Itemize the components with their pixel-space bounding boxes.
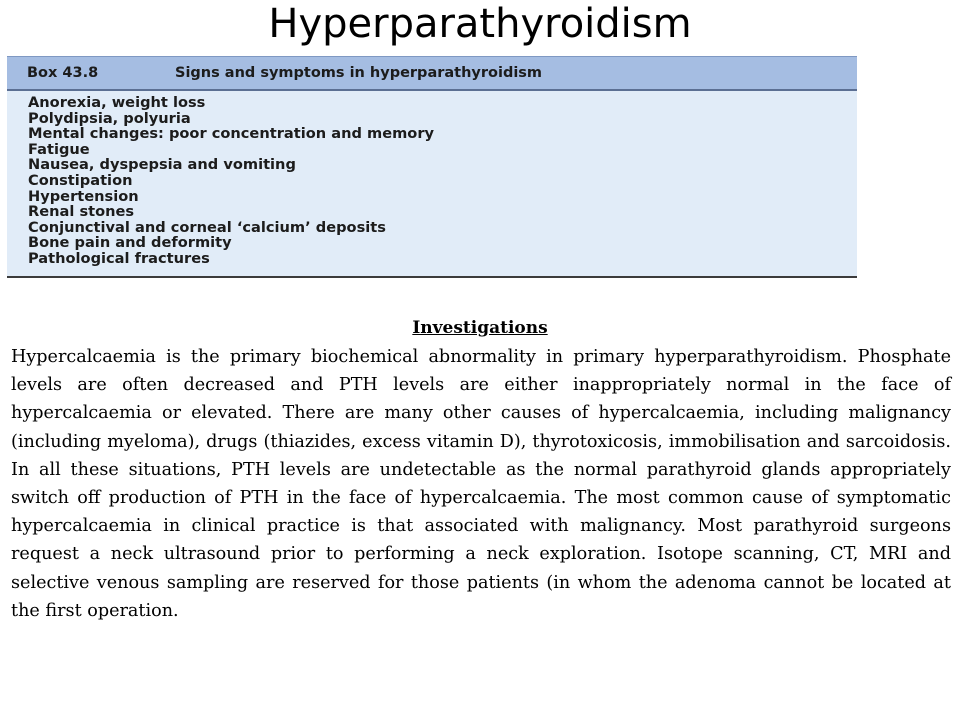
symptom-item: Hypertension (28, 187, 139, 205)
symptom-list (7, 91, 857, 267)
box-label: Box 43.8 (27, 65, 99, 81)
symptom-item: Polydipsia, polyuria (28, 109, 191, 127)
symptom-item: Conjunctival and corneal ‘calcium’ deposits (28, 218, 386, 236)
signs-symptoms-box (7, 56, 857, 278)
symptom-item: Nausea, dyspepsia and vomiting (28, 156, 296, 174)
symptom-item: Mental changes: poor concentration and memory (28, 125, 435, 143)
box-heading: Signs and symptoms in hyperparathyroidism (175, 65, 543, 81)
symptom-item: Renal stones (28, 203, 135, 221)
symptom-item: Anorexia, weight loss (28, 94, 206, 111)
investigations-heading: Investigations (412, 318, 548, 338)
box-header (7, 56, 857, 91)
slide-title: Hyperparathyroidism (268, 1, 692, 47)
investigations-paragraph: Hypercalcaemia is the primary biochemical abnormality in primary hyperparathyroidism. Phosphate levels are often decreased and PTH levels are either inappropriately normal in the face of hypercalcaemia or elevated. There are many other causes of hypercalcaemia, including malignancy (including myeloma), drugs (thiazides, excess vitamin D), thyrotoxicosis, immobilisation and sarcoidosis. In all these situations, PTH levels are undetectable as the normal parathyroid glands appropriately switch off production of PTH in the face of hypercalcaemia. The most common cause of symptomatic hypercalcaemia in clinical practice is that associated with malignancy. Most parathyroid surgeons request a neck ultrasound prior to performing a neck exploration. Isotope scanning, CT, MRI and selective venous sampling are reserved for those patients (in whom the adenoma cannot be located at the first operation. (11, 347, 951, 621)
symptom-item: Fatigue (28, 140, 90, 158)
symptom-item: Pathological fractures (28, 249, 210, 267)
symptom-item: Bone pain and deformity (28, 234, 232, 252)
symptom-item: Constipation (28, 171, 133, 189)
